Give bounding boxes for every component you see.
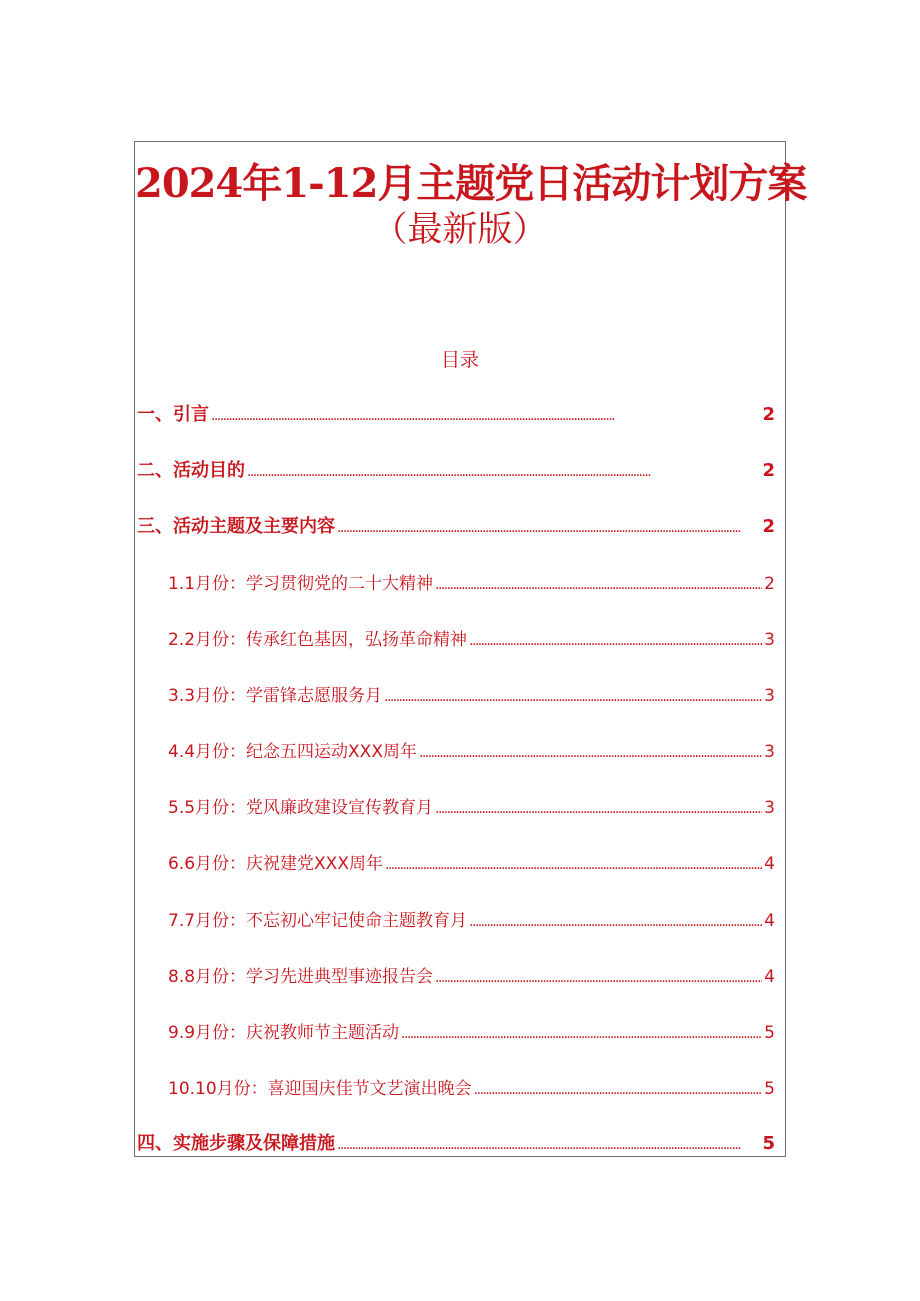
toc-page-number: 5 [764,1023,775,1043]
toc-entry-label: 8.8月份：学习先进典型事迹报告会 [168,967,434,987]
toc-page-number: 3 [764,630,775,650]
toc-dot-leader [435,574,762,594]
toc-dot-leader [384,686,762,706]
toc-entry-introduction[interactable] [135,400,775,426]
toc-page-number: 2 [762,404,775,425]
toc-entry-purpose[interactable] [135,456,775,482]
toc-dot-leader [247,460,760,481]
toc-entry-label: 二、活动目的 [137,460,245,481]
toc-entry-label: 1.1月份：学习贯彻党的二十大精神 [168,574,434,594]
toc-entry-month-6[interactable] [135,849,775,874]
toc-page-number: 2 [762,460,775,481]
toc-page-number: 5 [764,1079,775,1099]
toc-entry-label: 三、活动主题及主要内容 [137,516,335,537]
toc-entry-label: 10.10月份：喜迎国庆佳节文艺演出晚会 [168,1079,472,1099]
toc-entry-month-7[interactable] [135,906,775,931]
toc-entry-label: 6.6月份：庆祝建党XXX周年 [168,854,383,874]
toc-heading: 目录 [440,349,479,371]
toc-entry-month-9[interactable] [135,1018,775,1043]
toc-entry-label: 四、实施步骤及保障措施 [137,1133,335,1154]
toc-page-number: 4 [764,911,775,931]
toc-page-number: 2 [764,574,775,594]
document-title: 2024年1-12月主题党日活动计划方案 [135,160,807,207]
toc-page-number: 2 [762,516,775,537]
toc-entry-month-1[interactable] [135,569,775,594]
toc-entry-label: 5.5月份：党风廉政建设宣传教育月 [168,798,434,818]
toc-entry-label: 3.3月份：学雷锋志愿服务月 [168,686,383,706]
toc-dot-leader [474,1079,763,1099]
toc-entry-month-8[interactable] [135,962,775,987]
toc-dot-leader [401,1023,762,1043]
toc-entry-label: 2.2月份：传承红色基因，弘扬革命精神 [168,630,468,650]
toc-entry-label: 9.9月份：庆祝教师节主题活动 [168,1023,400,1043]
toc-entry-month-2[interactable] [135,625,775,650]
toc-dot-leader [385,854,762,874]
toc-dot-leader [419,742,762,762]
toc-entry-implementation[interactable] [135,1129,775,1155]
toc-entry-month-10[interactable] [135,1074,775,1099]
page-frame [134,141,807,1157]
toc-dot-leader [469,911,762,931]
toc-dot-leader [211,404,760,425]
toc-dot-leader [337,1133,760,1154]
document-subtitle: （最新版） [372,210,548,250]
toc-page-number: 3 [764,798,775,818]
toc-page-number: 4 [764,967,775,987]
toc-entry-themes[interactable] [135,512,775,538]
toc-page-number: 4 [764,854,775,874]
toc-entry-month-5[interactable] [135,793,775,818]
toc-entry-label: 一、引言 [137,404,209,425]
toc-page-number: 5 [762,1133,775,1154]
toc-page-number: 3 [764,686,775,706]
toc-entry-month-4[interactable] [135,737,775,762]
toc-entry-label: 4.4月份：纪念五四运动XXX周年 [168,742,417,762]
toc-entry-month-3[interactable] [135,681,775,706]
toc-entry-label: 7.7月份：不忘初心牢记使命主题教育月 [168,911,468,931]
toc-dot-leader [435,798,762,818]
toc-dot-leader [469,630,762,650]
toc-dot-leader [435,967,762,987]
toc-dot-leader [337,516,760,537]
toc-page-number: 3 [764,742,775,762]
